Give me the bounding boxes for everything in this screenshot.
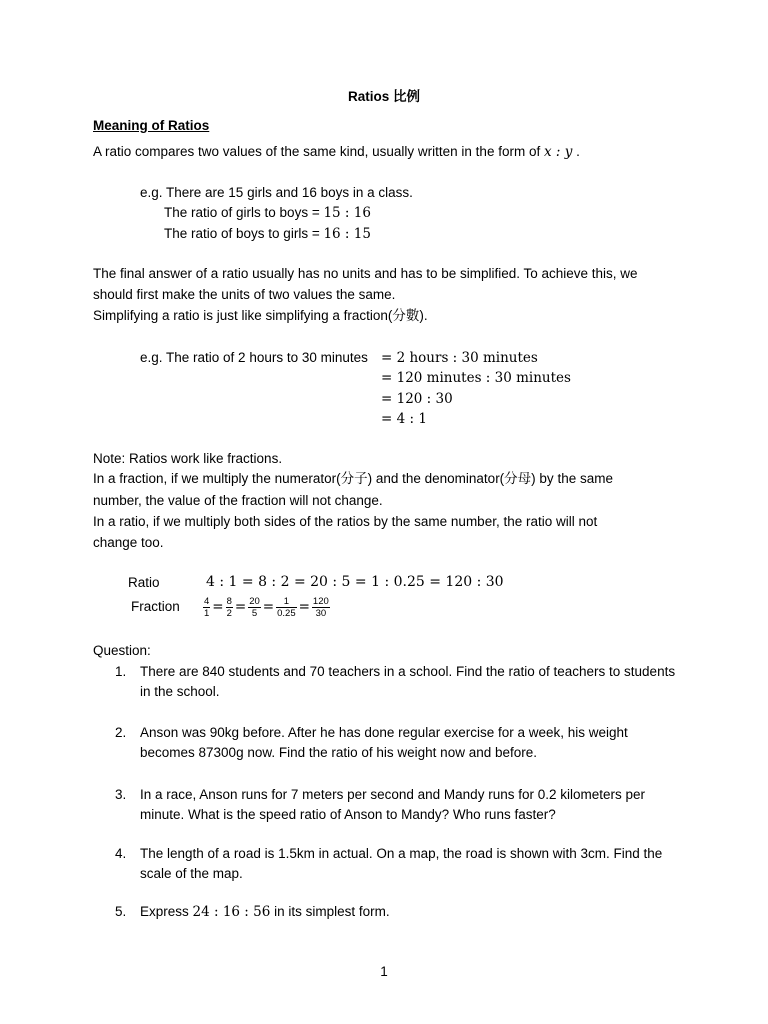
simplify-line3: Simplifying a ratio is just like simplifying a fraction(分數). bbox=[93, 308, 428, 323]
example1-line2-math: 15 : 16 bbox=[323, 205, 371, 221]
example2-step: = 120 minutes : 30 minutes bbox=[381, 370, 571, 386]
fraction: $\frac{120}{30}$ bbox=[312, 595, 329, 619]
equals-sign: = bbox=[262, 599, 275, 616]
section-heading: Meaning of Ratios bbox=[93, 118, 210, 133]
fraction-equivalences bbox=[202, 593, 331, 621]
page-number: 1 bbox=[380, 964, 388, 979]
note-line4: In a ratio, if we multiply both sides of the ratios by the same number, the ratio will not bbox=[93, 514, 598, 529]
intro-text: A ratio compares two values of the same kind, usually written in the form of bbox=[93, 144, 544, 159]
example2-prefix: e.g. The ratio of 2 hours to 30 minutes bbox=[140, 350, 368, 365]
page-title: Ratios 比例 bbox=[347, 89, 420, 104]
note-line2: In a fraction, if we multiply the numerator(分子) and the denominator(分母) by the same bbox=[93, 471, 613, 486]
fraction: $\frac{1}{0.25}$ bbox=[277, 595, 296, 619]
question-text: Anson was 90kg before. After he has done regular exercise for a week, his weight becomes 87300g now. Find the ratio of his weight now and before. bbox=[140, 725, 628, 760]
example2-step: = 4 : 1 bbox=[381, 411, 427, 427]
equals-sign: = bbox=[212, 599, 224, 616]
note-line1: Note: Ratios work like fractions. bbox=[93, 451, 283, 466]
question-number: 2. bbox=[115, 725, 127, 740]
example2-step: = 2 hours : 30 minutes bbox=[381, 350, 538, 366]
note-line5: change too. bbox=[93, 535, 164, 550]
question-text: The length of a road is 1.5km in actual. On a map, the road is shown with 3cm. Find the scale of the map. bbox=[140, 846, 663, 881]
question-number: 4. bbox=[115, 846, 127, 861]
ratio-label: Ratio bbox=[128, 575, 160, 590]
example1-line3-text: The ratio of boys to girls = bbox=[164, 226, 324, 241]
example1-line2-text: The ratio of girls to boys = bbox=[164, 205, 324, 220]
intro-paragraph bbox=[93, 143, 580, 161]
example1-line2 bbox=[164, 204, 371, 222]
equals-sign: = bbox=[298, 599, 310, 616]
intro-math: x : y bbox=[543, 144, 573, 160]
question-number: 3. bbox=[115, 787, 127, 802]
question-text: There are 840 students and 70 teachers in a school. Find the ratio of teachers to students in the school. bbox=[140, 664, 676, 699]
question-math: 24 : 16 : 56 bbox=[192, 904, 271, 920]
fraction-label: Fraction bbox=[131, 599, 180, 614]
fraction: $\frac{20}{5}$ bbox=[249, 595, 260, 619]
fraction: $\frac{4}{1}$ bbox=[204, 595, 210, 619]
simplify-line1: The final answer of a ratio usually has no units and has to be simplified. To achieve this, we bbox=[93, 266, 638, 281]
example1-line3-math: 16 : 15 bbox=[323, 226, 371, 242]
intro-end: . bbox=[572, 144, 580, 159]
question-label: Question: bbox=[93, 643, 151, 658]
example1-line1: e.g. There are 15 girls and 16 boys in a class. bbox=[140, 185, 413, 200]
ratio-equivalences: 4 : 1 = 8 : 2 = 20 : 5 = 1 : 0.25 = 120 : 30 bbox=[206, 574, 504, 590]
note-line3: number, the value of the fraction will not change. bbox=[93, 493, 383, 508]
example1-line3 bbox=[164, 225, 371, 243]
simplify-line2: should first make the units of two values the same. bbox=[93, 287, 396, 302]
fraction: $\frac{8}{2}$ bbox=[226, 595, 232, 619]
question-text: In a race, Anson runs for 7 meters per second and Mandy runs for 0.2 kilometers per minute. What is the speed ratio of Anson to Mandy? Who runs faster? bbox=[140, 787, 646, 822]
equals-sign: = bbox=[234, 599, 247, 616]
question-number: 1. bbox=[115, 664, 127, 679]
example2-step: = 120 : 30 bbox=[381, 391, 453, 407]
question-number: 5. bbox=[115, 904, 127, 919]
question-text: Express 24 : 16 : 56 in its simplest form. bbox=[140, 904, 390, 920]
